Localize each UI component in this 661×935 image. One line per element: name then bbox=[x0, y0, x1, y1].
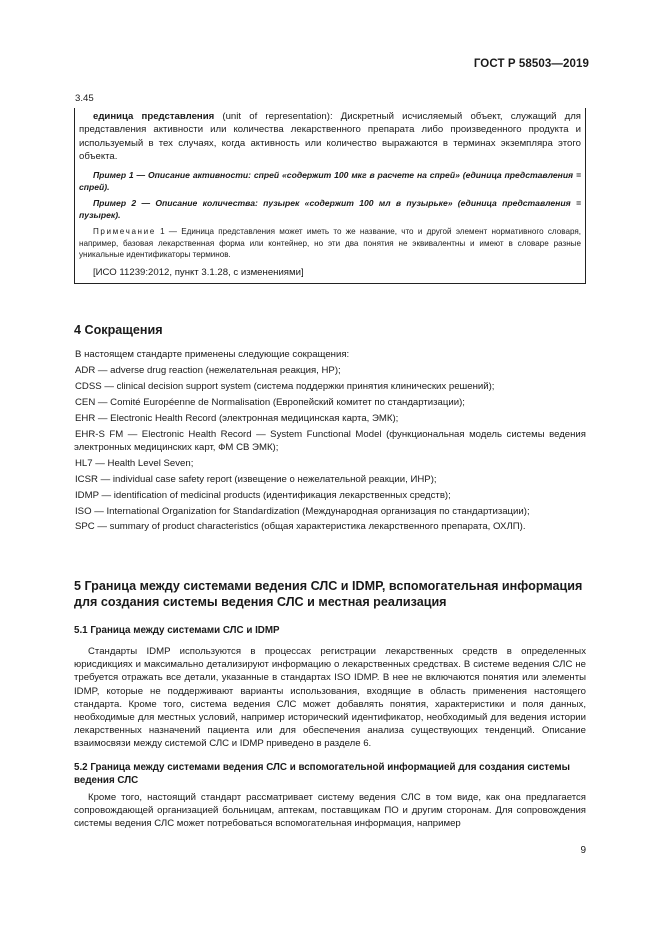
section-5-1-title: 5.1 Граница между системами СЛС и IDMP bbox=[74, 625, 280, 636]
term-source: [ИСО 11239:2012, пункт 3.1.28, с изменениями] bbox=[93, 266, 304, 278]
abbr-item: HL7 — Health Level Seven; bbox=[75, 457, 194, 469]
abbr-item: CEN — Comité Européenne de Normalisation (Европейский комитет по стандартизации); bbox=[75, 396, 465, 408]
section-4-title: 4 Сокращения bbox=[74, 323, 163, 337]
abbr-intro: В настоящем стандарте применены следующие сокращения: bbox=[75, 349, 350, 360]
term-definition bbox=[79, 110, 581, 163]
abbr-item: ADR — adverse drug reaction (нежелательная реакция, НР); bbox=[75, 364, 341, 376]
section-5-title: 5 Граница между системами ведения СЛС и IDMP, вспомогательная информация для создания системы ведения СЛС и местная реализация bbox=[74, 579, 583, 609]
term-example-1: Пример 1 — Описание активности: спрей «содержит 100 мкг в расчете на спрей» (единица представления = спрей). bbox=[79, 170, 581, 193]
section-5-2-title: 5.2 Граница между системами ведения СЛС и вспомогательной информацией для создания системы ведения СЛС bbox=[74, 761, 571, 786]
abbreviation-list bbox=[74, 348, 586, 534]
term-name: единица представления bbox=[93, 111, 215, 123]
abbr-item: SPC — summary of product characteristics (общая характеристика лекарственного препарата, ОХЛП). bbox=[75, 521, 526, 533]
page-number: 9 bbox=[580, 845, 586, 856]
term-block bbox=[74, 92, 586, 284]
abbr-item: ISO — International Organization for Standardization (Международная организация по стандартизации); bbox=[75, 505, 530, 517]
section-5 bbox=[74, 578, 586, 830]
section-5-1-text: Стандарты IDMP используются в процессах регистрации лекарственных средств в определенных юрисдикциях и максимально детализируют информацию о лекарственных средствах. В системе ведения СЛС не требуется отражать все детали, указанные в стандартах ISO IDMP. В нее не включаются понятия или элементы IDMP, которые не поддерживают варианты использования, входящие в область применения настоящего стандарта. Кроме того, система ведения СЛС может добавлять понятия, характеристики и поля данных, необходимые для местных условий, например исторический идентификатор, необходимый для ведения истории лекарственных назначений пациента или для обеспечения анализа существующих тенденций. Описание взаимосвязи между системой СЛС и IDMP приведено в разделе 6. bbox=[74, 646, 586, 750]
section-abbreviations bbox=[74, 322, 586, 534]
term-note bbox=[79, 226, 581, 261]
note-text: 1 — Единица представления может иметь то же название, что и другой элемент нормативного словаря, например, базовая лекарственная форма или контейнер, но эти два понятия не эквивалентны и имеют в словаре разные уникальные идентификаторы терминов. bbox=[79, 227, 581, 260]
term-number: 3.45 bbox=[75, 93, 94, 104]
abbr-item: CDSS — clinical decision support system (система поддержки принятия клинических решений); bbox=[75, 380, 495, 392]
abbr-item: ICSR — individual case safety report (извещение о нежелательной реакции, ИНР); bbox=[75, 473, 437, 485]
term-definition-text: (unit of representation): Дискретный исчисляемый объект, служащий для представления активности или количества лекарственного препарата либо произведенного продукта и используемый в тех случаях, когда активность или количество выражаются в терминах экземпляра этого объекта. bbox=[79, 111, 581, 162]
abbr-item: EHR-S FM — Electronic Health Record — System Functional Model (функциональная модель системы ведения электронных медицинских карт, ФМ СВ ЭМК); bbox=[74, 428, 586, 453]
term-frame bbox=[74, 108, 586, 284]
section-5-2-text: Кроме того, настоящий стандарт рассматривает систему ведения СЛС в том виде, как она предлагается сопровождающей организацией больницам, аптекам, поставщикам ПО и другим сторонам. Для сопровождения системы ведения СЛС может потребоваться вспомогательная информация, например bbox=[74, 791, 586, 830]
note-label: Примечание bbox=[93, 227, 156, 237]
document-id: ГОСТ Р 58503—2019 bbox=[473, 58, 589, 70]
abbr-item: EHR — Electronic Health Record (электронная медицинская карта, ЭМК); bbox=[75, 412, 399, 424]
term-example-2: Пример 2 — Описание количества: пузырек «содержит 100 мл в пузырьке» (единица представления = пузырек). bbox=[79, 198, 581, 221]
abbr-item: IDMP — identification of medicinal products (идентификация лекарственных средств); bbox=[75, 489, 451, 501]
